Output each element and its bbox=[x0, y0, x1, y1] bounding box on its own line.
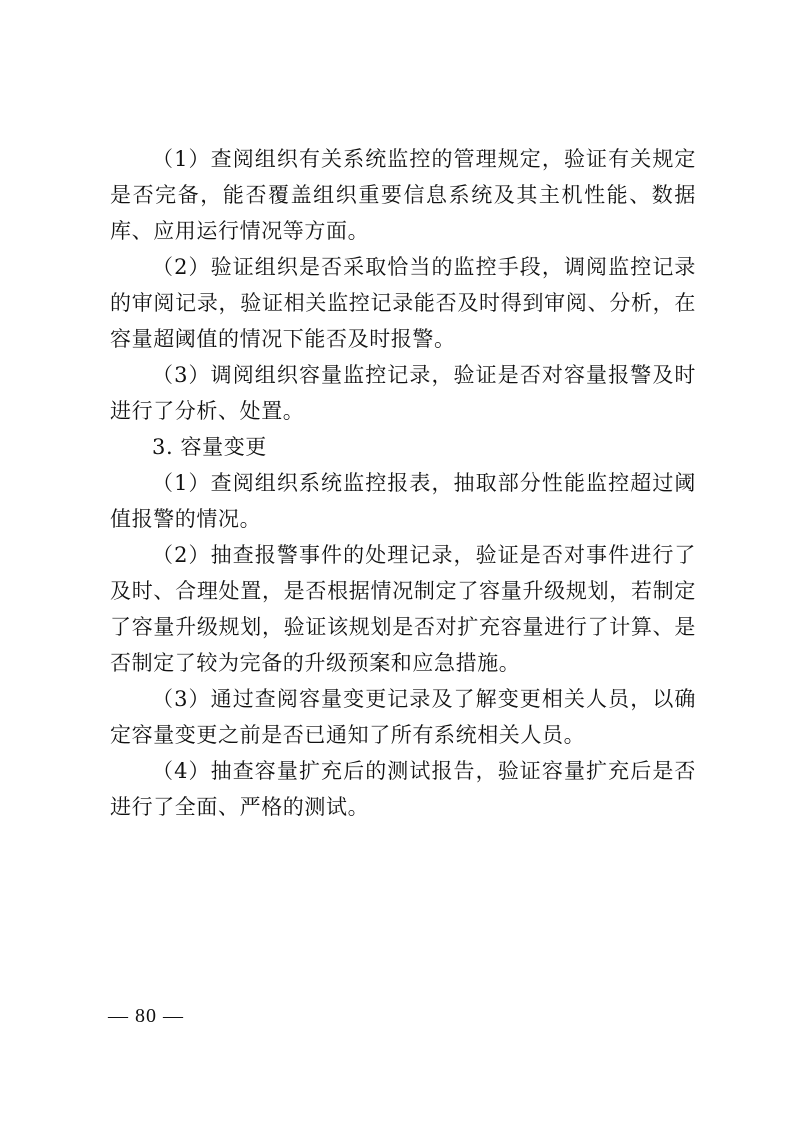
paragraph: （3）调阅组织容量监控记录，验证是否对容量报警及时进行了分析、处置。 bbox=[110, 363, 696, 423]
paragraph: （2）抽查报警事件的处理记录，验证是否对事件进行了及时、合理处置，是否根据情况制定了容量升级规划，若制定了容量升级规划，验证该规划是否对扩充容量进行了计算、是否制定了较为完备的升级预案和应急措施。 bbox=[110, 543, 696, 675]
section-heading: 3. 容量变更 bbox=[152, 435, 267, 459]
paragraph: （1）查阅组织有关系统监控的管理规定，验证有关规定是否完备，能否覆盖组织重要信息系统及其主机性能、数据库、应用运行情况等方面。 bbox=[110, 147, 696, 243]
paragraph: （4）抽查容量扩充后的测试报告，验证容量扩充后是否进行了全面、严格的测试。 bbox=[110, 759, 696, 819]
paragraph: （2）验证组织是否采取恰当的监控手段，调阅监控记录的审阅记录，验证相关监控记录能否及时得到审阅、分析，在容量超阈值的情况下能否及时报警。 bbox=[110, 255, 696, 351]
paragraph: （1）查阅组织系统监控报表，抽取部分性能监控超过阈值报警的情况。 bbox=[110, 471, 696, 531]
paragraph: （3）通过查阅容量变更记录及了解变更相关人员，以确定容量变更之前是否已通知了所有系统相关人员。 bbox=[110, 687, 696, 747]
page-number: — 80 — bbox=[108, 1005, 184, 1027]
body-text bbox=[110, 141, 696, 825]
